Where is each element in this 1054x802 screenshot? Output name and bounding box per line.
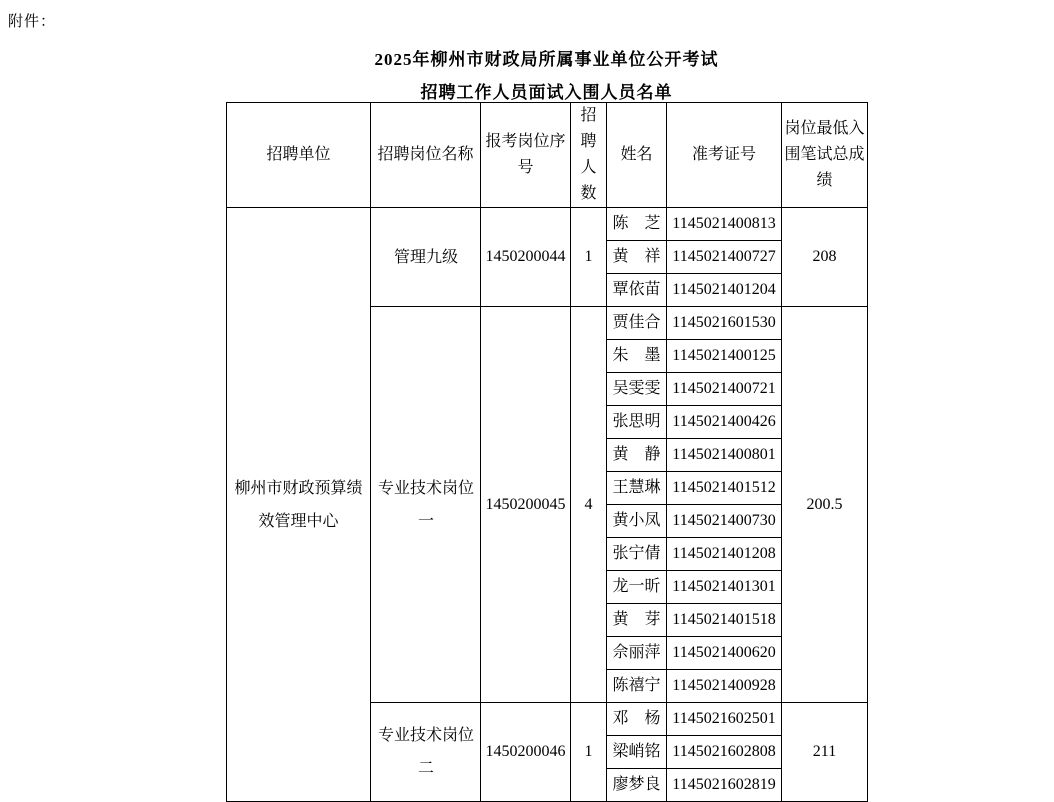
unit-cell: 柳州市财政预算绩效管理中心 <box>227 208 371 802</box>
ticket-cell: 1145021602501 <box>667 703 782 736</box>
headcount-cell: 4 <box>571 307 607 703</box>
doc-title-line-2: 招聘工作人员面试入围人员名单 <box>420 83 673 102</box>
name-cell: 吴雯雯 <box>607 373 667 406</box>
name-cell: 陈禧宁 <box>607 670 667 703</box>
ticket-cell: 1145021401512 <box>667 472 782 505</box>
score-cell: 200.5 <box>782 307 868 703</box>
name-cell: 黄小凤 <box>607 505 667 538</box>
shortlist-table <box>226 102 868 802</box>
ticket-cell: 1145021400721 <box>667 373 782 406</box>
position-cell: 专业技术岗位二 <box>371 703 481 802</box>
table-row <box>227 208 868 241</box>
ticket-cell: 1145021400813 <box>667 208 782 241</box>
name-cell: 黄 静 <box>607 439 667 472</box>
name-cell: 廖梦良 <box>607 769 667 802</box>
column-header-min-score: 岗位最低入围笔试总成绩 <box>782 103 868 208</box>
headcount-cell: 1 <box>571 208 607 307</box>
ticket-cell: 1145021400801 <box>667 439 782 472</box>
name-cell: 贾佳合 <box>607 307 667 340</box>
name-cell: 黄 芽 <box>607 604 667 637</box>
name-cell: 朱 墨 <box>607 340 667 373</box>
name-cell: 龙一昕 <box>607 571 667 604</box>
ticket-cell: 1145021400727 <box>667 241 782 274</box>
name-cell: 张宁倩 <box>607 538 667 571</box>
name-cell: 佘丽萍 <box>607 637 667 670</box>
name-cell: 邓 杨 <box>607 703 667 736</box>
header-row <box>227 103 868 208</box>
ticket-cell: 1145021400125 <box>667 340 782 373</box>
serial-cell: 1450200045 <box>481 307 571 703</box>
name-cell: 陈 芝 <box>607 208 667 241</box>
ticket-cell: 1145021400928 <box>667 670 782 703</box>
ticket-cell: 1145021602808 <box>667 736 782 769</box>
column-header-ticket: 准考证号 <box>667 103 782 208</box>
position-cell: 专业技术岗位一 <box>371 307 481 703</box>
ticket-cell: 1145021400620 <box>667 637 782 670</box>
ticket-cell: 1145021400426 <box>667 406 782 439</box>
name-cell: 覃依苗 <box>607 274 667 307</box>
name-cell: 王慧琳 <box>607 472 667 505</box>
headcount-cell: 1 <box>571 703 607 802</box>
column-header-serial: 报考岗位序号 <box>481 103 571 208</box>
ticket-cell: 1145021602819 <box>667 769 782 802</box>
ticket-cell: 1145021601530 <box>667 307 782 340</box>
column-header-position: 招聘岗位名称 <box>371 103 481 208</box>
column-header-headcount: 招聘人数 <box>571 103 607 208</box>
serial-cell: 1450200046 <box>481 703 571 802</box>
column-header-unit: 招聘单位 <box>227 103 371 208</box>
serial-cell: 1450200044 <box>481 208 571 307</box>
ticket-cell: 1145021401208 <box>667 538 782 571</box>
name-cell: 张思明 <box>607 406 667 439</box>
ticket-cell: 1145021401301 <box>667 571 782 604</box>
score-cell: 208 <box>782 208 868 307</box>
position-cell: 管理九级 <box>371 208 481 307</box>
ticket-cell: 1145021401518 <box>667 604 782 637</box>
doc-title-line-1: 2025年柳州市财政局所属事业单位公开考试 <box>374 50 719 69</box>
name-cell: 黄 祥 <box>607 241 667 274</box>
score-cell: 211 <box>782 703 868 802</box>
name-cell: 梁峭铭 <box>607 736 667 769</box>
ticket-cell: 1145021401204 <box>667 274 782 307</box>
ticket-cell: 1145021400730 <box>667 505 782 538</box>
attachment-label: 附件： <box>8 14 57 30</box>
column-header-name: 姓名 <box>607 103 667 208</box>
